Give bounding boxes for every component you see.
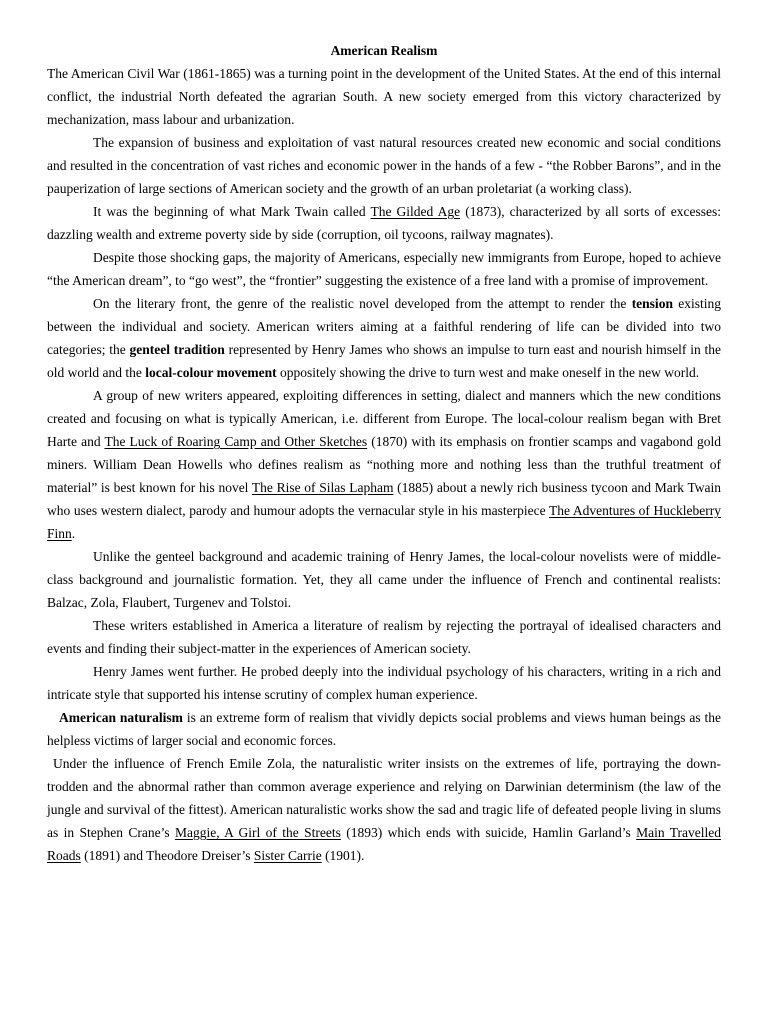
document-page xyxy=(47,40,721,867)
term-american-naturalism: American naturalism xyxy=(59,710,183,725)
book-title-silas-lapham: The Rise of Silas Lapham xyxy=(251,480,394,495)
paragraph-expansion: The expansion of business and exploitation of vast natural resources created new economic and social conditions and resulted in the concentration of vast riches and economic power in the hands of a few - “the Robber Barons”, and in the pauperization of large sections of American society and the growth of an urban proletariat (a working class). xyxy=(47,135,721,196)
paragraph-text: On the literary front, the genre of the realistic novel developed from the attempt to render the xyxy=(93,296,632,311)
paragraph-text: (1885) about a newly rich business tycoon and Mark Twain who uses western dialect, parody and humour adopts the vernacular style in his masterpiece xyxy=(47,480,721,518)
paragraph-text: It was the beginning of what Mark Twain called xyxy=(93,204,371,219)
paragraph-american-dream: Despite those shocking gaps, the majority of Americans, especially new immigrants from Europe, hoped to achieve “the American dream”, to “go west”, the “frontier” suggesting the existence of a free land with a promise of improvement. xyxy=(47,250,721,288)
paragraph-text: (1901). xyxy=(321,848,365,863)
paragraph-local-colour-novelists: Unlike the genteel background and academic training of Henry James, the local-colour novelists were of middle-class background and journalistic formation. Yet, they all came under the influence of French and continental realists: Balzac, Zola, Flaubert, Turgenev and Tolstoi. xyxy=(47,549,721,610)
paragraph-naturalism xyxy=(47,706,721,752)
term-local-colour-movement: local-colour movement xyxy=(145,365,277,380)
paragraph-text: A group of new writers appeared, exploiting differences in setting, dialect and manners which the new conditions created and focusing on what is typically American, i.e. different from Europe. The local-colour realism began with Bret Harte and xyxy=(47,388,721,449)
paragraph-zola-influence xyxy=(47,752,721,867)
paragraph-civil-war: The American Civil War (1861-1865) was a turning point in the development of the United States. At the end of this internal conflict, the industrial North defeated the agrarian South. A new society emerged from this victory characterized by mechanization, mass labour and urbanization. xyxy=(47,66,721,127)
book-title-sister-carrie: Sister Carrie xyxy=(253,848,322,863)
book-title-huckleberry-finn: The Adventures of Huckleberry Finn xyxy=(47,503,721,541)
paragraph-text: (1893) which ends with suicide, Hamlin Garland’s xyxy=(340,825,637,840)
paragraph-text: is an extreme form of realism that vividly depicts social problems and views human beings as the helpless victims of larger social and economic forces. xyxy=(47,710,722,748)
book-title-roaring-camp: The Luck of Roaring Camp and Other Sketches xyxy=(104,434,368,449)
paragraph-literary-front xyxy=(47,292,721,384)
paragraph-henry-james: Henry James went further. He probed deeply into the individual psychology of his characters, writing in a rich and intricate style that supported his intense scrutiny of complex human experience. xyxy=(47,664,721,702)
paragraph-text: (1873), characterized by all sorts of excesses: dazzling wealth and extreme poverty side by side (corruption, oil tycoons, railway magnates). xyxy=(47,204,721,242)
paragraph-new-writers xyxy=(47,384,721,545)
paragraph-text: (1870) with its emphasis on frontier scamps and vagabond gold miners. William Dean Howells who defines realism as “nothing more and nothing less than the truthful treatment of material” is best known for his novel xyxy=(47,434,721,495)
paragraph-text: existing between the individual and society. American writers aiming at a faithful rendering of life can be divided into two categories; the xyxy=(47,296,721,357)
book-title-maggie: Maggie, A Girl of the Streets xyxy=(174,825,341,840)
document-title: American Realism xyxy=(330,43,438,58)
paragraph-text: (1891) and Theodore Dreiser’s xyxy=(80,848,254,863)
paragraph-text: represented by Henry James who shows an impulse to turn east and nourish himself in the old world and the xyxy=(47,342,721,380)
term-tension: tension xyxy=(631,296,673,311)
book-title-gilded-age: The Gilded Age xyxy=(370,204,461,219)
paragraph-text: . xyxy=(71,526,76,541)
paragraph-text: oppositely showing the drive to turn west and make oneself in the new world. xyxy=(276,365,700,380)
book-title-main-travelled-roads: Main Travelled Roads xyxy=(47,825,722,863)
term-genteel-tradition: genteel tradition xyxy=(129,342,225,357)
paragraph-literature-of-realism: These writers established in America a literature of realism by rejecting the portrayal of idealised characters and events and finding their subject-matter in the experiences of American society. xyxy=(47,618,721,656)
paragraph-text: Under the influence of French Emile Zola, the naturalistic writer insists on the extremes of life, portraying the down-trodden and the abnormal rather than common average experience and relying on Darwinian determinism (the law of the jungle and survival of the fittest). American naturalistic works show the sad and tragic life of defeated people living in slums as in Stephen Crane’s xyxy=(47,756,721,840)
paragraph-gilded-age xyxy=(47,200,721,246)
